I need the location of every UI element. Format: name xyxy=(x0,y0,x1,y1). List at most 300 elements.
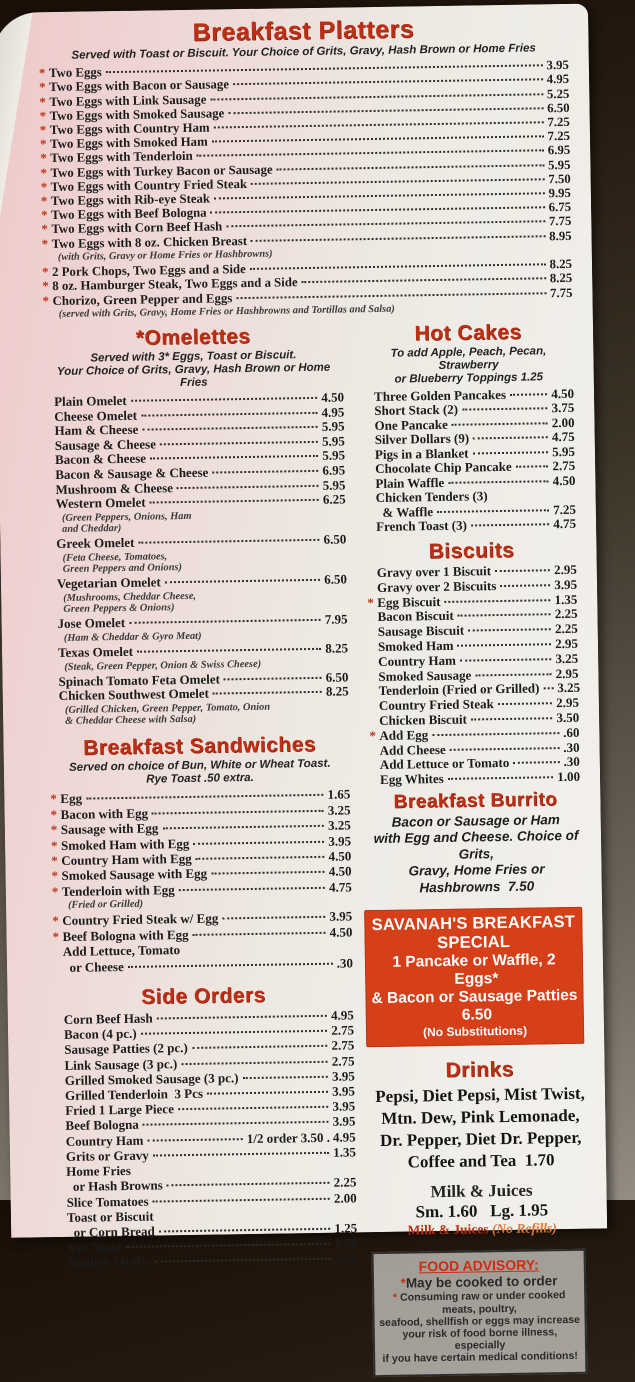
item-price: 1.35 xyxy=(554,591,578,607)
item-name: Two Eggs with Turkey Bacon or Sausage xyxy=(50,162,273,180)
biscuits-items xyxy=(367,563,580,788)
item-price: 3.95 xyxy=(332,1098,356,1115)
section-biscuits xyxy=(366,539,580,788)
item-name: Country Ham with Egg xyxy=(61,850,192,868)
item-name: or Cheese xyxy=(62,958,124,975)
dot-leader xyxy=(498,702,552,705)
dot-leader xyxy=(165,579,320,583)
item-name: Egg Whites xyxy=(379,771,444,788)
item-name: Silver Dollars (9) xyxy=(374,430,470,448)
dot-leader xyxy=(153,1152,329,1157)
dot-leader xyxy=(143,1121,329,1126)
item-name: Smoked Ham with Egg xyxy=(60,835,190,853)
dot-leader xyxy=(196,856,325,860)
item-name: Country Ham xyxy=(378,652,456,669)
left-column xyxy=(43,324,359,1381)
advisory-star-2: * xyxy=(392,1292,398,1305)
item-name: Two Eggs with Corn Beef Hash xyxy=(51,219,223,237)
item-price: 4.95 xyxy=(332,1129,356,1145)
item-price: 3.95 xyxy=(332,1113,356,1130)
item-price: 4.75 xyxy=(551,429,575,445)
item-price: 2.95 xyxy=(553,561,577,578)
item-price: 2.75 xyxy=(331,1037,355,1054)
item-name: Chorizo, Green Pepper and Eggs xyxy=(52,290,233,308)
item-price: 3.50 xyxy=(556,709,580,726)
item-name: Add Lettuce or Tomato xyxy=(379,755,510,773)
item-star: * xyxy=(41,222,48,237)
item-name: 8 oz. Hamburger Steak, Two Eggs and a Side xyxy=(52,275,298,294)
advisory-body-text: Consuming raw or under cooked meats, poultry, seafood, shellfish or eggs may increase your risk of food borne illness, especially if you have certain medical conditions! xyxy=(379,1289,581,1366)
dot-leader xyxy=(462,408,547,411)
dot-leader xyxy=(128,962,333,967)
menu-item xyxy=(52,879,352,911)
dot-leader xyxy=(510,393,547,396)
dot-leader xyxy=(475,673,551,676)
drinks-title: Drinks xyxy=(445,1058,515,1083)
menu-item xyxy=(53,955,353,975)
item-price: 2.95 xyxy=(556,694,580,711)
item-name: Egg xyxy=(60,790,83,807)
item-star: * xyxy=(50,791,57,807)
item-note: (Ham & Cheddar & Gyro Meat) xyxy=(63,630,202,644)
item-price: 8.25 xyxy=(549,256,573,272)
item-price: 6.50 xyxy=(324,571,348,587)
item-star: * xyxy=(40,151,47,166)
item-star: * xyxy=(39,123,47,138)
dot-leader xyxy=(251,178,544,185)
item-price: 1.50 xyxy=(334,1250,358,1267)
dot-leader xyxy=(141,411,318,416)
burrito-description: Bacon or Sausage or Ham with Egg and Cheese. Choice of Grits, Gravy, Home Fries or Hashbrowns 7.50 xyxy=(373,812,579,896)
item-name: Two Eggs with Smoked Sausage xyxy=(49,106,225,123)
menu-item-row xyxy=(53,955,353,975)
item-star: * xyxy=(367,594,374,610)
item-price: 2.75 xyxy=(331,1053,355,1069)
item-star: * xyxy=(50,806,58,822)
section-omelettes xyxy=(43,324,349,727)
item-name: Pigs in a Blanket xyxy=(374,445,469,462)
item-price: 5.95 xyxy=(322,447,346,464)
item-name: One Pancake xyxy=(374,416,448,433)
item-name: Ham & Cheese xyxy=(54,421,139,439)
item-price: 1.35 xyxy=(333,1144,357,1160)
item-price: 5.95 xyxy=(321,433,345,449)
item-star: * xyxy=(52,913,59,929)
item-star: * xyxy=(40,179,48,195)
dot-leader xyxy=(468,628,551,631)
item-name: Link Sausage (3 pc.) xyxy=(64,1055,178,1073)
item-star: * xyxy=(39,137,47,152)
item-name: Sausage & Cheese xyxy=(54,436,157,453)
dot-leader xyxy=(473,437,548,440)
item-name: Bacon & Cheese xyxy=(54,450,147,468)
dot-leader xyxy=(129,619,321,624)
item-price: 4.50 xyxy=(328,848,352,864)
item-star: * xyxy=(41,208,48,223)
item-name: Grits or Gravy xyxy=(65,1147,149,1164)
dot-leader xyxy=(160,441,318,445)
item-star: * xyxy=(39,94,46,109)
dot-leader xyxy=(457,643,551,646)
right-column xyxy=(343,321,590,1377)
dot-leader xyxy=(228,107,543,114)
item-price: 3.25 xyxy=(555,650,579,666)
item-price: 4.50 xyxy=(552,472,576,489)
dot-leader xyxy=(445,599,551,603)
item-name: Chicken Southwest Omelet xyxy=(58,685,210,704)
item-price: 2.75 xyxy=(552,458,576,474)
dot-leader xyxy=(250,263,546,270)
menu-columns xyxy=(43,321,589,1382)
item-star: * xyxy=(41,265,49,280)
item-name: Gravy over 1 Biscuit xyxy=(376,563,492,580)
item-name: Western Omelet xyxy=(55,494,146,512)
item-star: * xyxy=(40,194,48,209)
item-name: Egg Biscuit xyxy=(377,593,441,610)
sandwiches-items xyxy=(50,787,353,975)
dot-leader xyxy=(233,79,543,86)
dot-leader xyxy=(177,484,319,488)
dot-leader xyxy=(150,499,319,504)
item-name: Smoked Sausage xyxy=(378,667,472,684)
dot-leader xyxy=(167,1182,330,1187)
omelettes-title: *Omelettes xyxy=(135,324,251,350)
item-name: Gravy over 2 Biscuits xyxy=(376,577,497,595)
dot-leader xyxy=(138,539,319,544)
item-price: 5.95 xyxy=(547,157,571,172)
item-price: 8.25 xyxy=(325,640,349,656)
dot-leader xyxy=(516,466,549,469)
item-price: 1.50 xyxy=(334,1235,358,1251)
item-star: * xyxy=(51,883,59,899)
item-price: 3.95 xyxy=(331,1068,355,1084)
item-name: Two Eggs with Bacon or Sausage xyxy=(49,77,230,95)
advisory-body xyxy=(378,1289,581,1365)
item-name: Home Fries xyxy=(66,1162,131,1180)
dot-leader xyxy=(141,1030,328,1035)
item-price: 6.50 xyxy=(325,669,349,685)
item-note: (Green Peppers, Onions, Ham and Cheddar) xyxy=(61,510,192,535)
dot-leader xyxy=(226,221,545,228)
section-breakfast-sandwiches xyxy=(49,734,353,975)
item-name: Two Eggs with Country Ham xyxy=(49,120,210,138)
item-price: 3.95 xyxy=(546,58,570,73)
item-name: Jose Omelet xyxy=(57,615,126,632)
dot-leader xyxy=(192,1045,328,1049)
item-price: 9.95 xyxy=(548,185,572,201)
milk-juices-title: Milk & Juices xyxy=(430,1181,533,1202)
item-name: Cheese Omelet xyxy=(54,407,138,424)
dot-leader xyxy=(178,1106,329,1110)
dot-leader xyxy=(137,648,321,653)
menu-item xyxy=(48,613,348,645)
item-price: 3.25 xyxy=(327,802,351,818)
dot-leader xyxy=(302,278,546,284)
dot-leader xyxy=(214,121,544,128)
item-price: 2.95 xyxy=(555,635,579,652)
dot-leader xyxy=(471,524,550,527)
item-note: (Fried or Grilled) xyxy=(67,898,144,912)
item-name: French Toast (3) xyxy=(376,518,468,535)
dot-leader xyxy=(500,584,550,587)
menu-item xyxy=(46,533,347,576)
item-price: 3.95 xyxy=(554,576,578,592)
dot-leader xyxy=(251,235,545,242)
item-name: Slice Tomatoes xyxy=(66,1193,149,1210)
dot-leader xyxy=(432,732,559,736)
special-no-substitutions: (No Substitutions) xyxy=(422,1024,528,1040)
special-line2: 1 Pancake or Waffle, 2 Eggs* xyxy=(392,951,556,989)
item-name: 2 Pork Chops, Two Eggs and a Side xyxy=(51,262,246,280)
dot-leader xyxy=(222,916,325,920)
item-note: (served with Grits, Gravy, Home Fries or Hashbrowns and Tortillas and Salsa) xyxy=(58,303,395,320)
item-price: 7.50 xyxy=(548,171,571,187)
item-name: Bacon Biscuit xyxy=(377,608,454,625)
item-name: Two Eggs with Rib-eye Steak xyxy=(50,191,211,209)
item-price: 7.75 xyxy=(548,214,572,229)
item-price: .30 xyxy=(563,754,580,770)
item-name: Beef Bologna xyxy=(65,1117,139,1134)
item-price: 5.25 xyxy=(546,86,570,101)
item-price: .30 xyxy=(336,955,354,971)
item-price: 6.50 xyxy=(323,531,347,547)
dot-leader xyxy=(86,794,324,800)
item-mid: 1/2 order 3.50 . xyxy=(246,1129,331,1146)
item-star: * xyxy=(52,928,60,944)
dot-leader xyxy=(152,810,324,815)
sides-items xyxy=(54,1007,358,1270)
menu-item-row xyxy=(370,770,580,788)
item-price: 2.00 xyxy=(551,414,575,431)
item-name: Country Ham xyxy=(65,1132,144,1149)
milk-juices-sizes: Sm. 1.60 Lg. 1.95 xyxy=(415,1200,549,1222)
dot-leader xyxy=(150,455,318,460)
item-star: * xyxy=(369,727,377,743)
item-name: Two Eggs xyxy=(48,65,102,81)
item-name: Grilled Tenderloin 3 Pcs xyxy=(64,1085,204,1104)
item-price: 7.75 xyxy=(549,285,573,300)
section-drinks xyxy=(375,1058,588,1239)
dot-leader xyxy=(131,397,318,402)
item-name: Tenderloin (Fried or Grilled) xyxy=(378,680,540,699)
item-note: (Feta Cheese, Tomatoes, Green Peppers and Onions) xyxy=(62,550,183,575)
item-name: Bacon (4 pc.) xyxy=(63,1026,137,1043)
item-price: 3.75 xyxy=(551,400,575,416)
item-price: 3.25 xyxy=(557,680,581,696)
special-title: SAVANAH'S BREAKFAST SPECIAL xyxy=(371,913,576,953)
item-star: * xyxy=(42,293,50,308)
item-name: Corn Beef Hash xyxy=(63,1010,153,1028)
menu-item xyxy=(366,517,576,535)
drinks-list: Pepsi, Diet Pepsi, Mist Twist, Mtn. Dew, Pink Lemonade, Dr. Pepper, Diet Dr. Pepper, Coffee and Tea 1.70 xyxy=(375,1084,585,1172)
item-price: 8.25 xyxy=(549,271,573,286)
omelettes-subtitle: Served with 3* Eggs, Toast or Biscuit. Your Choice of Grits, Gravy, Hash Brown or Home Fries xyxy=(56,349,331,389)
item-name: Country Fried Steak xyxy=(378,696,494,714)
item-price: 6.95 xyxy=(322,462,346,478)
dot-leader xyxy=(212,470,318,474)
item-name: Texas Omelet xyxy=(57,643,134,660)
dot-leader xyxy=(156,1258,331,1263)
item-name: Beef Bologna with Egg xyxy=(62,926,189,944)
burrito-title: Breakfast Burrito xyxy=(393,789,558,813)
item-name: Country Fried Steak w/ Egg xyxy=(62,910,219,929)
item-name: Toast or Biscuit xyxy=(66,1208,154,1225)
item-price: 4.50 xyxy=(321,389,345,405)
item-price: 1.65 xyxy=(327,786,351,803)
item-name: Bacon & Sausage & Cheese xyxy=(55,464,209,482)
item-name: Add Lettuce, Tomato xyxy=(62,942,181,960)
dot-leader xyxy=(181,1060,328,1064)
item-price: 4.75 xyxy=(553,516,577,532)
dot-leader xyxy=(193,840,324,844)
dot-leader xyxy=(236,292,546,299)
dot-leader xyxy=(193,932,326,936)
item-star: * xyxy=(40,165,48,180)
item-price: 6.95 xyxy=(547,143,571,158)
item-price: 2.25 xyxy=(554,621,578,637)
item-name: Add Cheese xyxy=(379,741,446,758)
item-name: Spinach Tomato Feta Omelet xyxy=(58,671,221,689)
item-star: * xyxy=(51,852,58,869)
item-name: Two Eggs with Smoked Ham xyxy=(49,134,208,152)
item-name: or Hash Browns xyxy=(66,1177,163,1195)
milk-juices-note xyxy=(377,1220,587,1239)
item-price: 4.75 xyxy=(328,879,352,895)
item-name: Chicken Tenders (3) xyxy=(375,488,488,506)
item-name: Fried 1 Large Piece xyxy=(65,1101,175,1119)
item-price: 8.25 xyxy=(325,683,349,700)
item-name: Two Eggs with Link Sausage xyxy=(49,92,207,109)
item-price: .60 xyxy=(563,724,580,740)
item-star: * xyxy=(39,108,47,124)
item-name: Sausage Patties (2 pc.) xyxy=(64,1040,188,1058)
item-price: 6.75 xyxy=(548,200,572,215)
item-name: Plain Omelet xyxy=(53,392,127,409)
dot-leader xyxy=(437,509,549,513)
item-name: Two Eggs with Tenderloin xyxy=(50,149,193,166)
item-price: 3.95 xyxy=(328,832,352,849)
advisory-title: FOOD ADVISORY: xyxy=(418,1256,539,1275)
section-breakfast-burrito xyxy=(370,790,582,898)
item-note: (Mushrooms, Cheddar Cheese, Green Peppers & Onions) xyxy=(63,590,197,615)
sandwiches-title: Breakfast Sandwiches xyxy=(82,733,317,760)
item-price: 4.95 xyxy=(330,1007,354,1023)
dot-leader xyxy=(211,871,325,875)
item-price: 6.25 xyxy=(322,491,346,507)
special-line3: & Bacon or Sausage Patties 6.50 xyxy=(371,987,578,1025)
biscuits-title: Biscuits xyxy=(428,538,515,564)
item-name: & Waffle xyxy=(375,504,434,520)
item-price: 2.75 xyxy=(331,1022,355,1039)
item-price: 7.25 xyxy=(547,114,570,130)
item-name: English Muffin xyxy=(67,1253,152,1271)
dot-leader xyxy=(106,65,543,74)
milk-note-red: Milk & Juices xyxy=(407,1221,489,1239)
dot-leader xyxy=(448,480,549,484)
item-name: Smoked Sausage with Egg xyxy=(61,866,208,884)
item-name: Chicken Biscuit xyxy=(379,711,468,728)
menu-item-row xyxy=(366,517,576,535)
item-price: 5.95 xyxy=(552,443,576,460)
item-name: Sausage with Egg xyxy=(60,820,159,838)
dot-leader xyxy=(207,1091,328,1095)
item-name: Grilled Smoked Sausage (3 pc.) xyxy=(64,1070,239,1088)
dot-leader xyxy=(543,688,553,690)
item-name: Add Egg xyxy=(379,726,429,743)
item-name: Two Eggs with Country Fried Steak xyxy=(50,176,248,194)
item-name: Plain Waffle xyxy=(375,474,445,491)
item-name: Greek Omelet xyxy=(56,534,135,552)
item-star: * xyxy=(38,66,46,81)
dot-leader xyxy=(242,1076,328,1079)
dot-leader xyxy=(179,887,325,891)
hotcakes-title: Hot Cakes xyxy=(414,320,522,346)
item-name: Two Eggs with Beef Bologna xyxy=(51,205,207,223)
dot-leader xyxy=(197,150,544,157)
menu-item xyxy=(48,641,348,673)
item-name: Rye Toast xyxy=(67,1239,122,1256)
item-price: 7.25 xyxy=(553,501,576,518)
savanahs-breakfast-special-box xyxy=(364,907,584,1047)
platters-subtitle: Served with Toast or Biscuit. Your Choice of Grits, Gravy, Hash Brown or Home Fries xyxy=(71,42,536,62)
dot-leader xyxy=(212,136,544,143)
hotcakes-items xyxy=(364,387,576,535)
menu-item xyxy=(49,685,350,728)
item-price: 4.50 xyxy=(329,924,353,940)
item-name: or Corn Bread xyxy=(67,1223,155,1240)
advisory-star-1: * xyxy=(400,1276,406,1292)
sandwiches-subtitle: Served on choice of Bun, White or Wheat Toast. Rye Toast .50 extra. xyxy=(69,758,331,786)
item-price: 5.95 xyxy=(322,476,346,493)
item-price: 1.00 xyxy=(557,768,581,785)
item-price: 2.25 xyxy=(333,1174,357,1191)
item-name: Tenderloin with Egg xyxy=(61,881,175,899)
sides-title: Side Orders xyxy=(141,983,266,1009)
dot-leader xyxy=(224,677,322,681)
item-note: (Grilled Chicken, Green Pepper, Tomato, Onion & Cheddar Cheese with Salsa) xyxy=(64,701,271,727)
item-name: Vegetarian Omelet xyxy=(56,574,161,592)
dot-leader xyxy=(210,93,543,100)
item-price: 7.25 xyxy=(547,129,571,144)
section-breakfast-platters xyxy=(38,14,573,320)
item-price: 3.25 xyxy=(327,817,351,833)
item-price: 2.00 xyxy=(333,1189,357,1206)
item-name: Short Stack (2) xyxy=(374,402,459,419)
dot-leader xyxy=(460,658,552,661)
item-name: Two Eggs with 8 oz. Chicken Breast xyxy=(51,233,248,251)
item-price: 4.95 xyxy=(321,404,345,420)
dot-leader xyxy=(147,1138,242,1141)
dot-leader xyxy=(473,451,549,454)
dot-leader xyxy=(495,569,550,572)
dot-leader xyxy=(471,717,553,720)
hotcakes-subtitle: To add Apple, Peach, Pecan, Strawberry or Blueberry Toppings 1.25 xyxy=(390,345,547,386)
dot-leader xyxy=(458,614,551,617)
item-star: * xyxy=(41,236,49,251)
item-name: Sausage Biscuit xyxy=(377,622,465,640)
dot-leader xyxy=(159,1228,331,1233)
item-name: Chocolate Chip Pancake xyxy=(375,459,512,477)
item-price: 2.25 xyxy=(554,606,578,622)
item-star: * xyxy=(50,837,58,853)
item-star: * xyxy=(50,822,58,838)
dot-leader xyxy=(211,207,545,214)
item-price: 4.95 xyxy=(546,72,570,87)
dot-leader xyxy=(452,422,548,426)
item-note: (Steak, Green Pepper, Onion & Swiss Cheese) xyxy=(64,658,262,673)
item-price: 7.95 xyxy=(324,611,348,627)
item-price: .30 xyxy=(563,739,580,755)
